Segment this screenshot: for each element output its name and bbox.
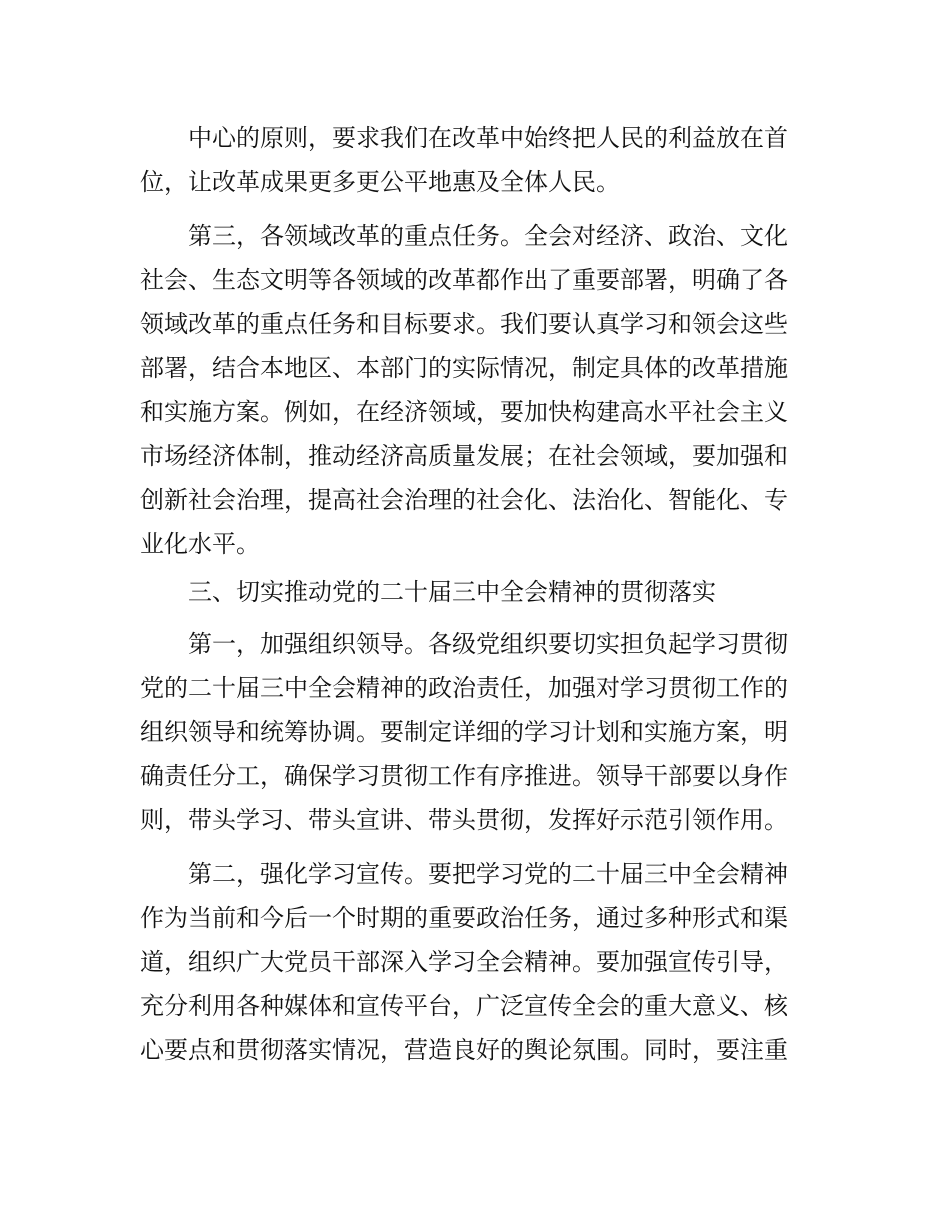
paragraph-line: 党的二十届三中全会精神的政治责任，加强对学习贯彻工作的 (140, 674, 788, 702)
paragraph-line: 业化水平。 (140, 530, 260, 558)
paragraph-line: 位，让改革成果更多更公平地惠及全体人民。 (140, 168, 620, 196)
paragraph-line: 第二，强化学习宣传。要把学习党的二十届三中全会精神 (188, 860, 788, 888)
paragraph-line: 确责任分工，确保学习贯彻工作有序推进。领导干部要以身作 (140, 762, 788, 790)
paragraph-line: 则，带头学习、带头宣讲、带头贯彻，发挥好示范引领作用。 (140, 806, 788, 834)
paragraph-line: 作为当前和今后一个时期的重要政治任务，通过多种形式和渠 (140, 904, 788, 932)
paragraph-line: 第一，加强组织领导。各级党组织要切实担负起学习贯彻 (188, 630, 788, 658)
paragraph-line: 心要点和贯彻落实情况，营造良好的舆论氛围。同时，要注重 (140, 1036, 788, 1064)
paragraph-line: 市场经济体制，推动经济高质量发展；在社会领域，要加强和 (140, 442, 788, 470)
paragraph-line: 第三，各领域改革的重点任务。全会对经济、政治、文化 (188, 222, 788, 250)
paragraph-line: 充分利用各种媒体和宣传平台，广泛宣传全会的重大意义、核 (140, 992, 788, 1020)
paragraph-line: 组织领导和统筹协调。要制定详细的学习计划和实施方案，明 (140, 718, 788, 746)
section-heading: 三、切实推动党的二十届三中全会精神的贯彻落实 (188, 578, 716, 606)
paragraph-line: 社会、生态文明等各领域的改革都作出了重要部署，明确了各 (140, 266, 788, 294)
paragraph-line: 部署，结合本地区、本部门的实际情况，制定具体的改革措施 (140, 354, 788, 382)
paragraph-line: 领域改革的重点任务和目标要求。我们要认真学习和领会这些 (140, 310, 788, 338)
paragraph-line: 创新社会治理，提高社会治理的社会化、法治化、智能化、专 (140, 486, 788, 514)
paragraph-line: 中心的原则，要求我们在改革中始终把人民的利益放在首 (188, 124, 788, 152)
paragraph-line: 和实施方案。例如，在经济领域，要加快构建高水平社会主义 (140, 398, 788, 426)
paragraph-line: 道，组织广大党员干部深入学习全会精神。要加强宣传引导， (140, 948, 788, 976)
